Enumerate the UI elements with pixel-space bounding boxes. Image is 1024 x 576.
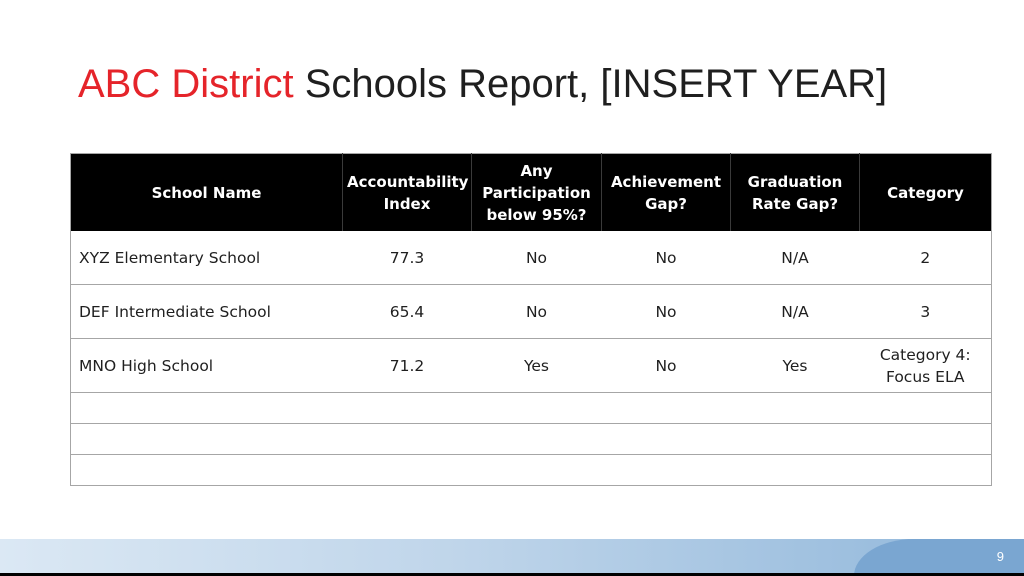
cell-empty: [472, 455, 602, 486]
table-row-empty: [71, 424, 992, 455]
cell-accountability-index: 65.4: [343, 285, 472, 339]
header-school-name: School Name: [71, 154, 343, 232]
cell-school-name: MNO High School: [71, 339, 343, 393]
table-row: [71, 339, 992, 393]
cell-achievement-gap: No: [602, 339, 731, 393]
slide-title: [78, 58, 887, 110]
table-row: [71, 285, 992, 339]
table-row-empty: [71, 455, 992, 486]
cell-empty: [860, 455, 992, 486]
cell-graduation-gap: Yes: [731, 339, 860, 393]
cell-empty: [71, 455, 343, 486]
page-number: 9: [996, 549, 1004, 564]
cell-empty: [71, 424, 343, 455]
cell-empty: [731, 393, 860, 424]
cell-empty: [343, 455, 472, 486]
table-row-empty: [71, 393, 992, 424]
cell-accountability-index: 77.3: [343, 231, 472, 285]
header-graduation-gap: Graduation Rate Gap?: [731, 154, 860, 232]
cell-empty: [860, 393, 992, 424]
title-district: ABC District: [78, 62, 294, 106]
header-row: [71, 154, 992, 232]
cell-school-name: XYZ Elementary School: [71, 231, 343, 285]
cell-empty: [731, 424, 860, 455]
cell-empty: [343, 393, 472, 424]
cell-achievement-gap: No: [602, 285, 731, 339]
cell-accountability-index: 71.2: [343, 339, 472, 393]
header-accountability-index: Accountability Index: [343, 154, 472, 232]
table-row: [71, 231, 992, 285]
title-rest: Schools Report, [INSERT YEAR]: [293, 62, 888, 106]
cell-empty: [343, 424, 472, 455]
header-category: Category: [860, 154, 992, 232]
cell-graduation-gap: N/A: [731, 231, 860, 285]
cell-empty: [731, 455, 860, 486]
cell-school-name: DEF Intermediate School: [71, 285, 343, 339]
cell-empty: [602, 455, 731, 486]
cell-empty: [602, 393, 731, 424]
cell-empty: [472, 393, 602, 424]
header-participation: Any Participation below 95%?: [472, 154, 602, 232]
cell-category: 2: [860, 231, 992, 285]
schools-report-table: [70, 153, 992, 486]
cell-category: 3: [860, 285, 992, 339]
cell-empty: [472, 424, 602, 455]
cell-empty: [860, 424, 992, 455]
cell-empty: [71, 393, 343, 424]
cell-participation: Yes: [472, 339, 602, 393]
cell-graduation-gap: N/A: [731, 285, 860, 339]
cell-category: Category 4: Focus ELA: [860, 339, 992, 393]
cell-achievement-gap: No: [602, 231, 731, 285]
cell-participation: No: [472, 231, 602, 285]
cell-empty: [602, 424, 731, 455]
header-achievement-gap: Achievement Gap?: [602, 154, 731, 232]
cell-participation: No: [472, 285, 602, 339]
slide-footer-band: [0, 539, 1024, 576]
